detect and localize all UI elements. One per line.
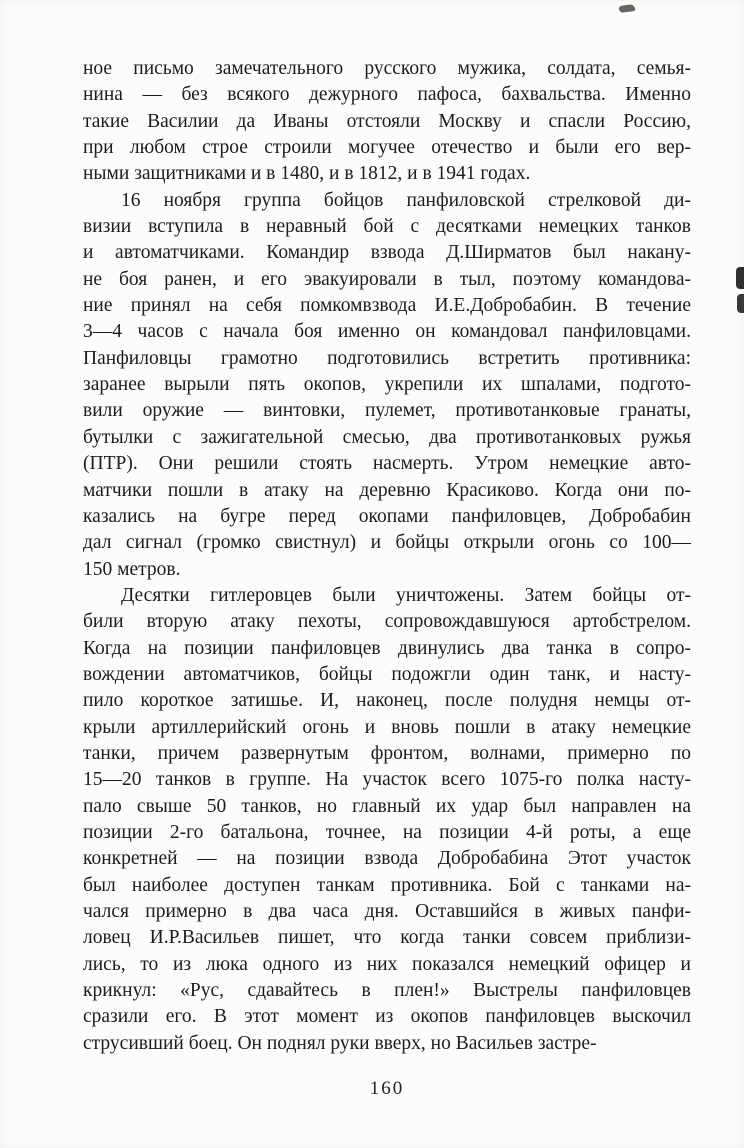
paragraph [83, 188, 691, 583]
scan-smudge-artifact [619, 4, 636, 13]
text-line: Десятки гитлеровцев были уничтожены. Затем бойцы от- [121, 584, 691, 606]
text-line: сразили его. В этот момент из окопов панфиловцев выскочил [83, 1006, 691, 1028]
page-number: 160 [369, 1078, 405, 1099]
text-line: вили оружие — винтовки, пулемет, противотанковые гранаты, [83, 400, 691, 422]
text-line: струсивший боец. Он поднял руки вверх, но Васильев застре- [83, 1032, 597, 1054]
text-line: лись, то из люка одного из них показался немецкий офицер и [83, 953, 691, 975]
text-line: пило короткое затишье. И, наконец, после полудня немцы от- [83, 690, 691, 712]
paragraph [83, 583, 691, 1057]
text-line: и автоматчиками. Командир взвода Д.Ширматов был накану- [83, 242, 691, 264]
text-line: конкретней — на позиции взвода Добробабина Этот участок [83, 848, 691, 870]
text-line: позиции 2-го батальона, точнее, на позиции 4-й роты, а еще [83, 821, 691, 843]
text-line: танки, причем развернутым фронтом, волнами, примерно по [83, 742, 691, 764]
text-line: били вторую атаку пехоты, сопровождавшуюся артобстрелом. [83, 611, 691, 633]
text-line: 16 ноября группа бойцов панфиловской стрелковой ди- [121, 189, 691, 211]
scan-edge-mark-artifact [737, 294, 744, 313]
text-block [83, 56, 691, 1057]
text-line: дал сигнал (громко свистнул) и бойцы открыли огонь со 100— [83, 532, 691, 554]
text-line: при любом строе строили могучее отечество и были его вер- [83, 137, 691, 159]
text-line: 15—20 танков в группе. На участок всего 1075-го полка насту- [83, 769, 691, 791]
text-line: нина — без всякого дежурного пафоса, бахвальства. Именно [83, 84, 691, 106]
text-line: ние принял на себя помкомвзвода И.Е.Добробабин. В течение [83, 295, 691, 317]
text-line: заранее вырыли пять окопов, укрепили их шпалами, подгото- [83, 374, 691, 396]
text-line: матчики пошли в атаку на деревню Красиково. Когда они по- [83, 479, 691, 501]
text-line: чался примерно в два часа дня. Оставшийся в живых панфи- [83, 901, 691, 922]
text-line: такие Василии да Иваны отстояли Москву и спасли Россию, [83, 110, 691, 132]
text-line: 3—4 часов с начала боя именно он командовал панфиловцами. [83, 321, 691, 343]
text-line: был наиболее доступен танкам противника. Бой с танками на- [83, 874, 691, 896]
text-line: не боя ранен, и его эвакуировали в тыл, поэтому командова- [83, 268, 691, 290]
scan-edge-mark-artifact [736, 267, 744, 289]
text-line: ными защитниками и в 1480, и в 1812, и в 1941 годах. [83, 163, 531, 185]
text-line: ное письмо замечательного русского мужика, солдата, семья- [83, 58, 691, 79]
text-line: крикнул: «Рус, сдавайтесь в плен!» Выстрелы панфиловцев [83, 980, 691, 1002]
text-line: (ПТР). Они решили стоять насмерть. Утром немецкие авто- [83, 453, 691, 475]
text-line: пало свыше 50 танков, но главный их удар был направлен на [83, 795, 691, 817]
text-line: бутылки с зажигательной смесью, два противотанковых ружья [83, 426, 691, 448]
text-line: 150 метров. [83, 558, 181, 580]
text-line: ловец И.Р.Васильев пишет, что когда танки совсем приблизи- [83, 927, 691, 949]
text-line: визии вступила в неравный бой с десятками немецких танков [83, 216, 691, 238]
text-line: казались на бугре перед окопами панфиловцев, Добробабин [83, 505, 691, 527]
text-line: вождении автоматчиков, бойцы подожгли один танк, и насту- [83, 663, 691, 685]
paragraph [83, 56, 691, 188]
text-line: Когда на позиции панфиловцев двинулись два танка в сопро- [83, 637, 691, 659]
text-line: крыли артиллерийский огонь и вновь пошли в атаку немецкие [83, 716, 691, 738]
text-line: Панфиловцы грамотно подготовились встретить противника: [83, 347, 691, 369]
